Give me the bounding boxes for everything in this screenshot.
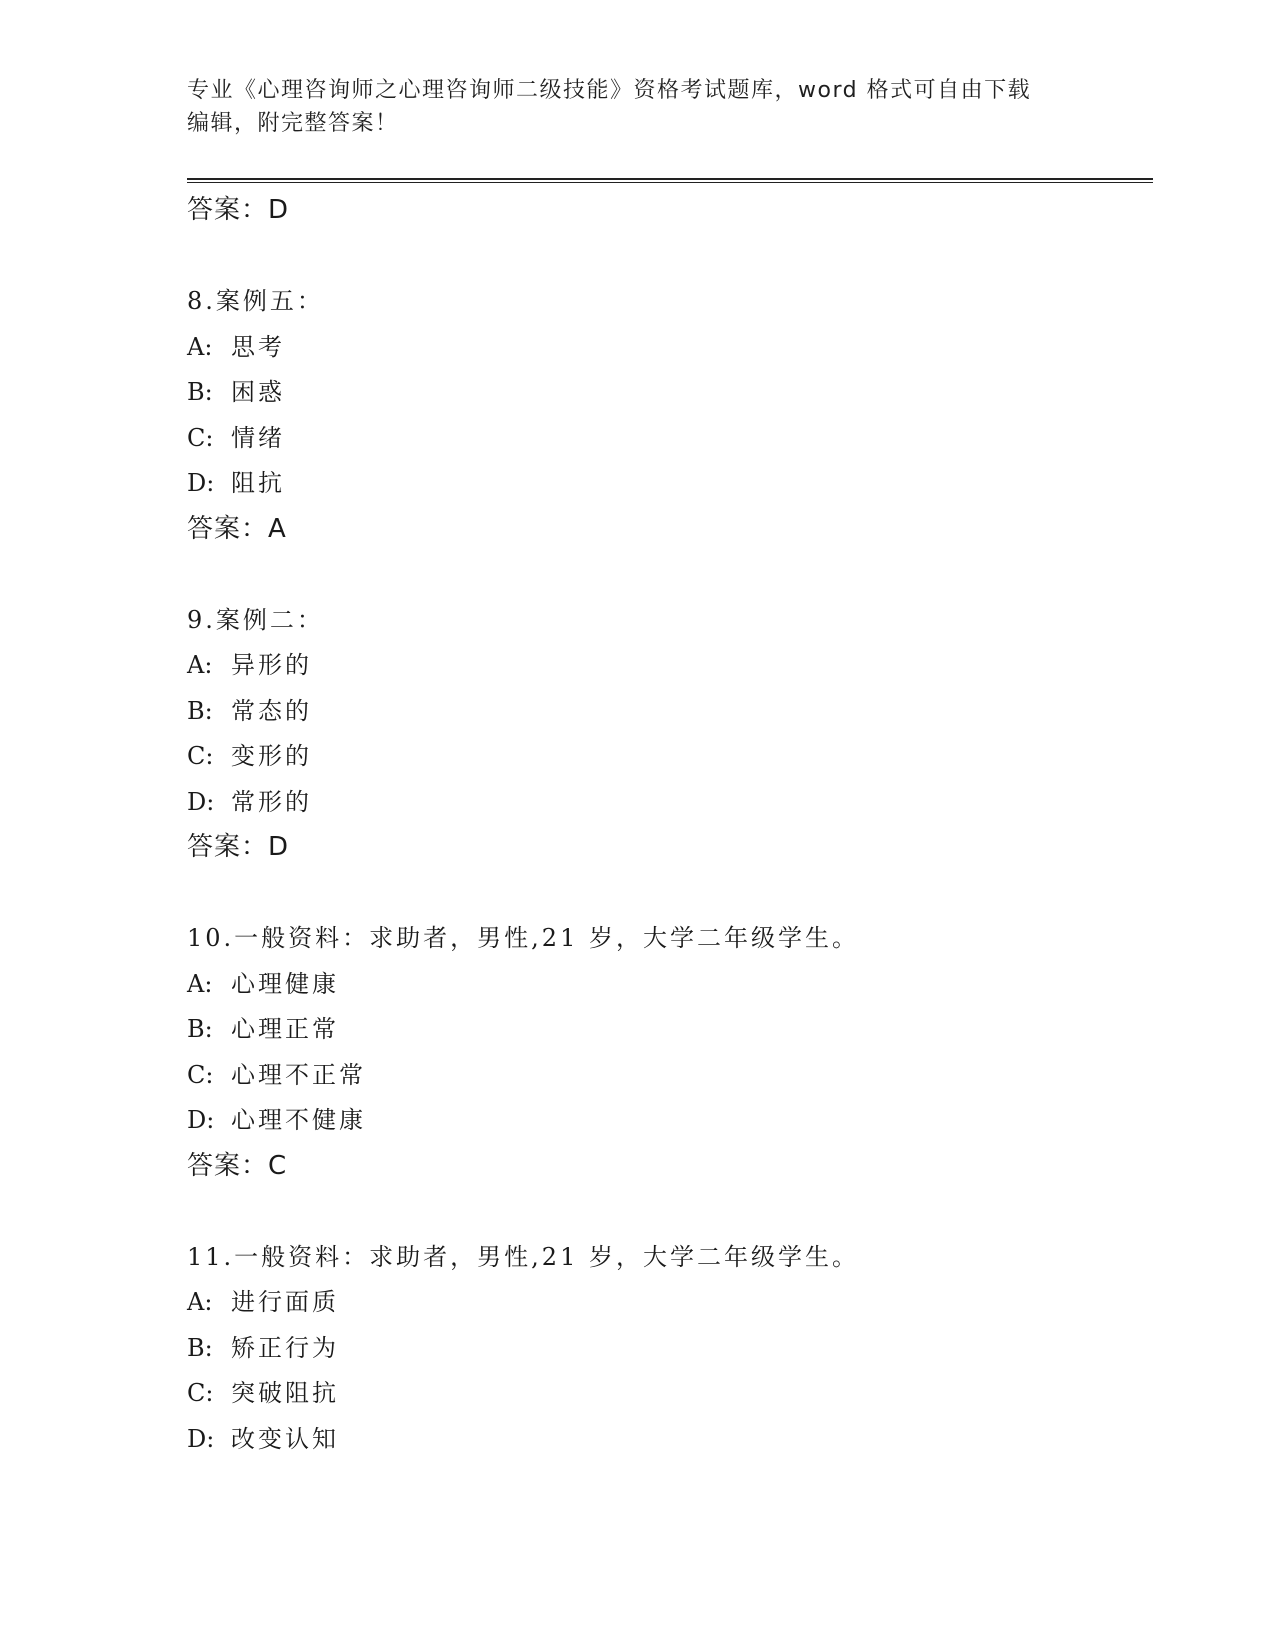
option-b: B: 矫正行为: [187, 1333, 339, 1362]
option-a: A: 异形的: [187, 651, 312, 679]
answer-line: 答案：D: [187, 195, 290, 225]
header-line-1: 专业《心理咨询师之心理咨询师二级技能》资格考试题库，word 格式可自由下载: [187, 78, 1032, 103]
option-c: C: 突破阻抗: [187, 1379, 339, 1407]
option-a: A: 心理健康: [187, 969, 339, 998]
page-header: [187, 74, 1067, 140]
option-b: B: 常态的: [187, 696, 312, 725]
header-line-2: 编辑，附完整答案！: [187, 111, 399, 136]
question-list: [187, 188, 1147, 1462]
question-11: [187, 1235, 1147, 1463]
question-10: [187, 916, 1147, 1189]
option-d: D: 常形的: [187, 787, 312, 816]
option-b: B: 心理正常: [187, 1015, 339, 1043]
question-stem: 11.一般资料：求助者，男性,21 岁，大学二年级学生。: [187, 1242, 859, 1271]
question-stem: 8.案例五：: [187, 287, 324, 315]
option-b: B: 困惑: [187, 378, 285, 406]
question-9: [187, 598, 1147, 871]
header-divider: [187, 178, 1153, 183]
answer-line: 答案：D: [187, 832, 290, 862]
option-a: A: 思考: [187, 332, 285, 361]
option-a: A: 进行面质: [187, 1288, 339, 1316]
option-c: C: 情绪: [187, 423, 285, 452]
question-8: [187, 279, 1147, 552]
option-d: D: 心理不健康: [187, 1106, 366, 1134]
option-c: C: 变形的: [187, 742, 312, 770]
option-c: C: 心理不正常: [187, 1060, 366, 1089]
option-d: D: 阻抗: [187, 469, 285, 497]
answer-line: 答案：A: [187, 513, 287, 544]
question-stem: 9.案例二：: [187, 605, 324, 634]
question-stem: 10.一般资料：求助者，男性,21 岁，大学二年级学生。: [187, 924, 859, 952]
option-d: D: 改变认知: [187, 1424, 339, 1453]
answer-line: 答案：C: [187, 1150, 288, 1181]
